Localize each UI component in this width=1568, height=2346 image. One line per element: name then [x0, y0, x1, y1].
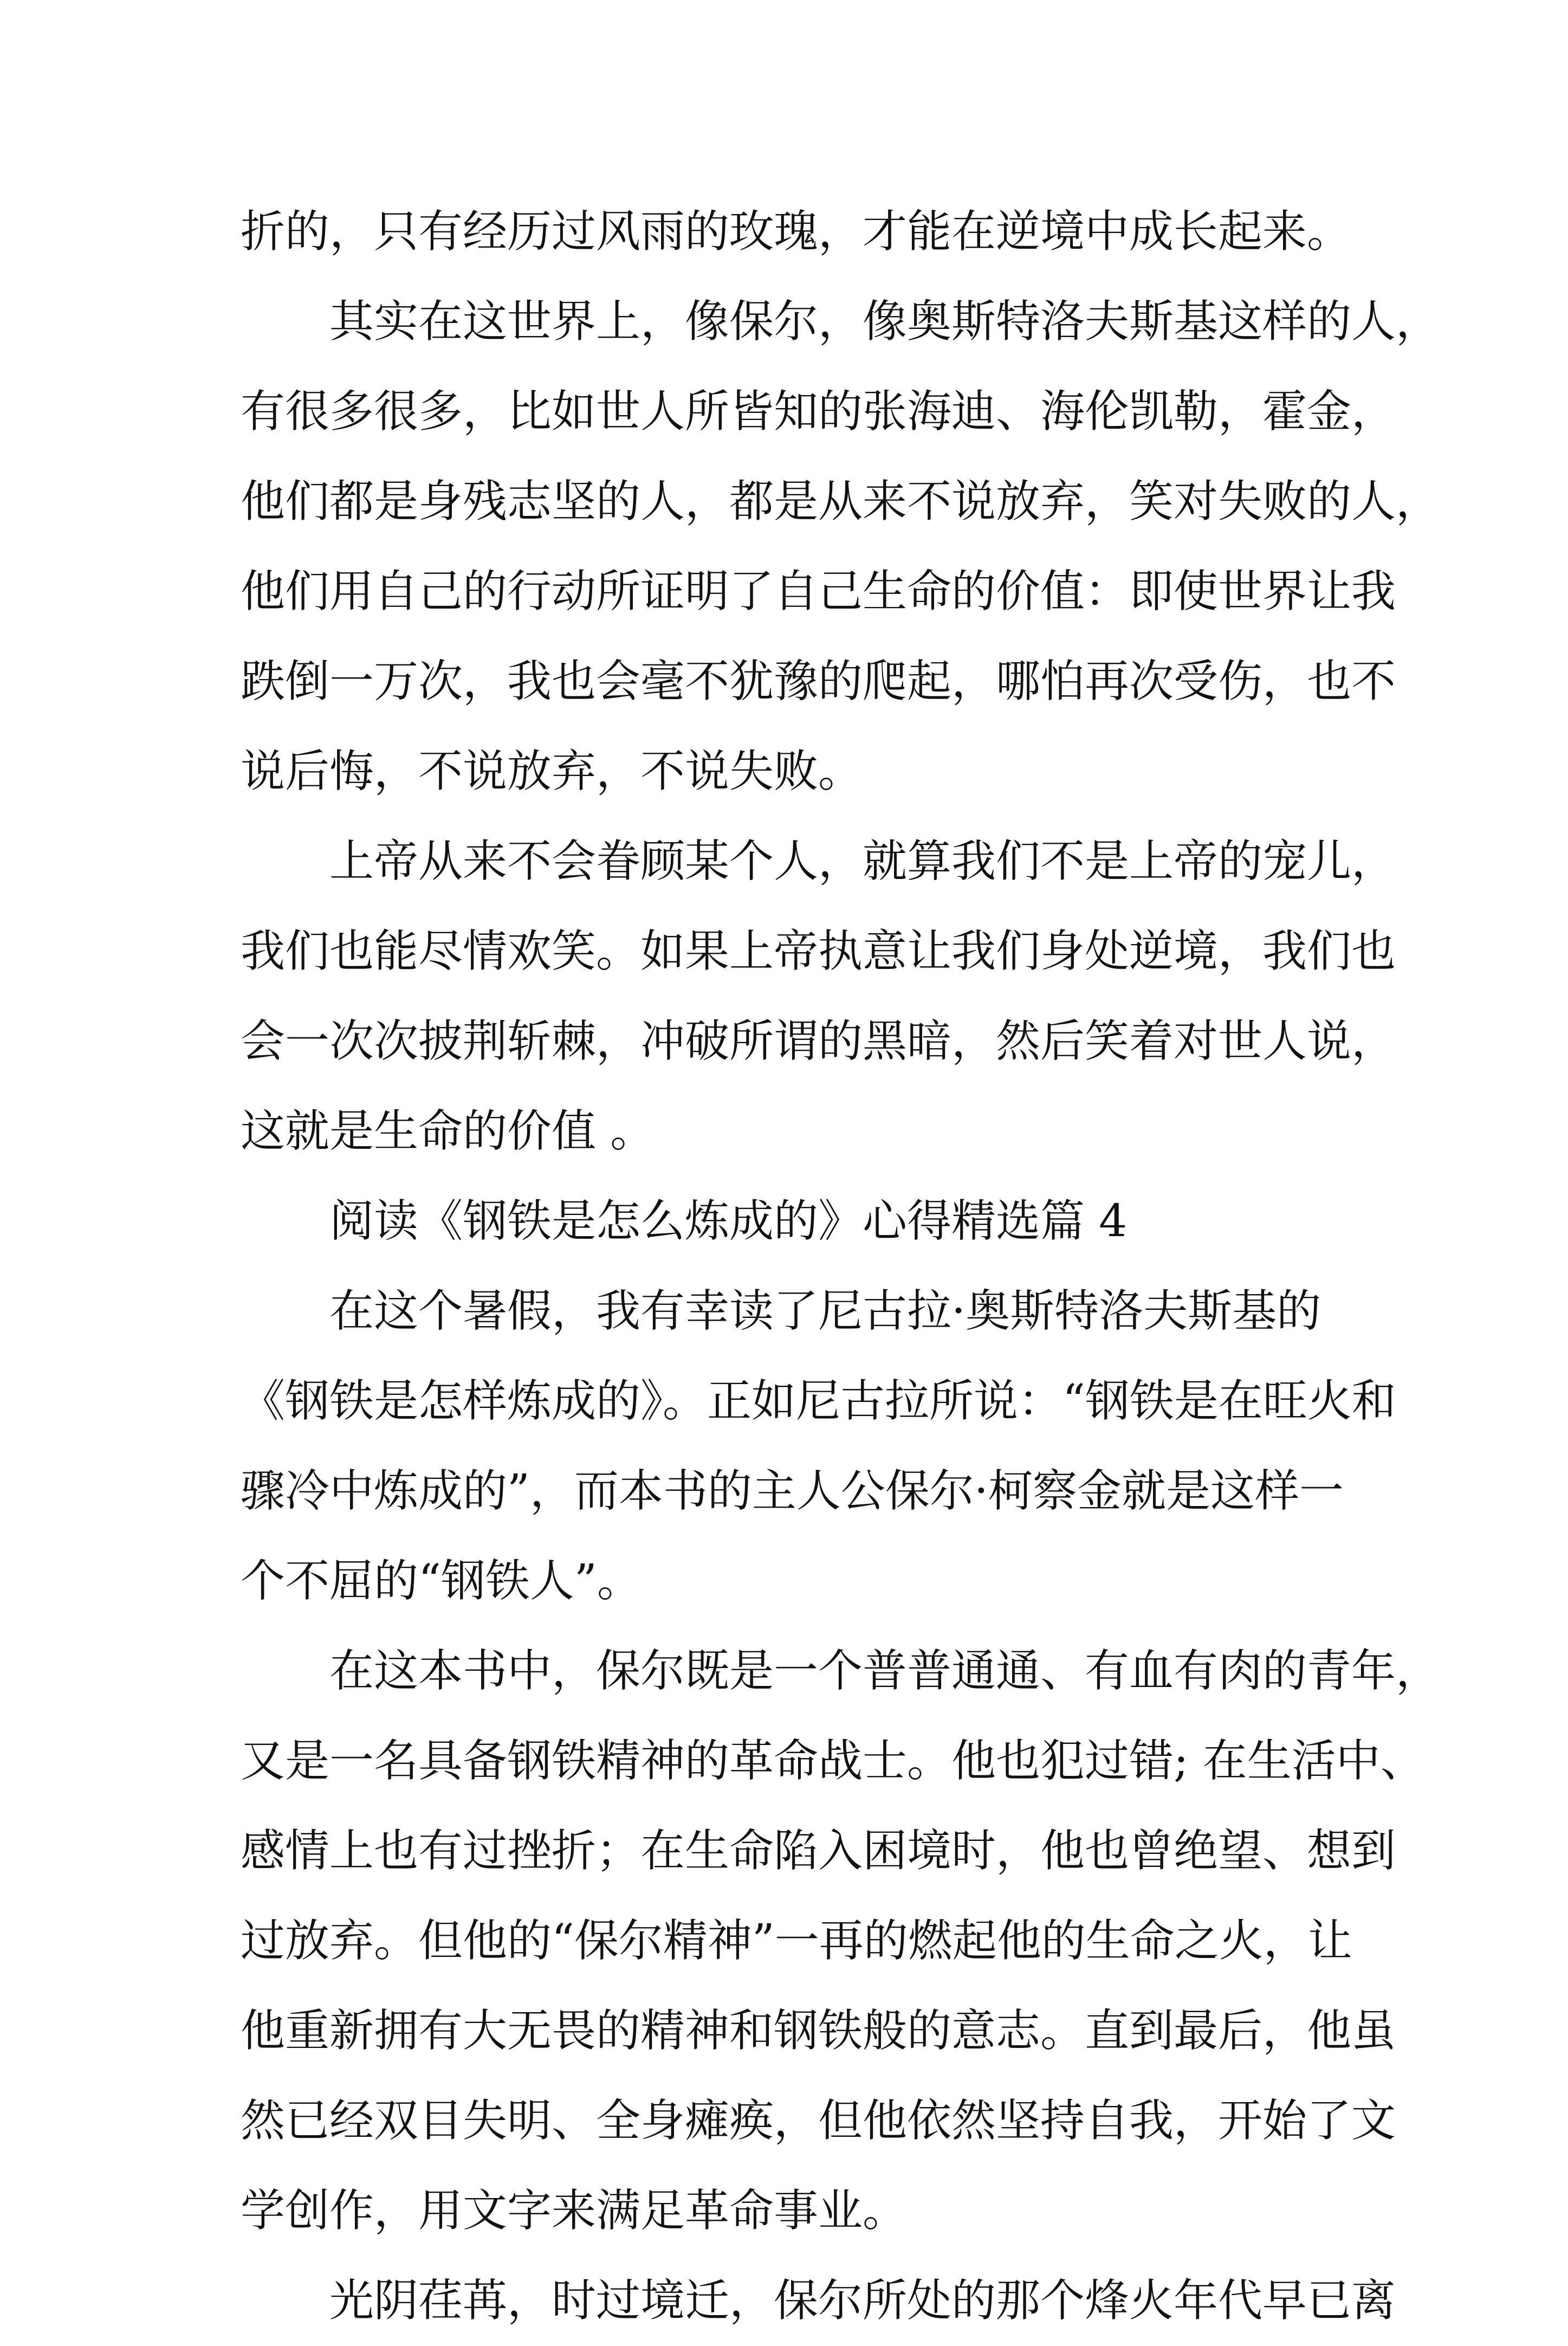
text-line: 他们用自己的行动所证明了自己生命的价值：即使世界让我 [241, 566, 1396, 617]
essay-text [241, 187, 1441, 2346]
text-line: 折的，只有经历过风雨的玫瑰，才能在逆境中成长起来。 [241, 206, 1352, 257]
text-line: 学创作，用文字来满足革命事业。 [241, 2185, 908, 2237]
text-line: 有很多很多，比如世人所皆知的张海迪、海伦凯勒，霍金， [241, 386, 1396, 437]
paragraph-start-line: 光阴荏苒，时过境迁，保尔所处的那个烽火年代早已离 [329, 2275, 1396, 2326]
text-line: 他们都是身残志坚的人，都是从来不说放弃，笑对失败的人， [241, 476, 1441, 527]
text-line: 这就是生命的价值 。 [241, 1106, 655, 1157]
text-line: 《钢铁是怎样炼成的》。正如尼古拉所说：“钢铁是在旺火和 [241, 1375, 1396, 1427]
section-heading: 阅读《钢铁是怎么炼成的》心得精选篇 4 [329, 1195, 1128, 1247]
text-line: 又是一名具备钢铁精神的革命战士。他也犯过错; 在生活中、 [241, 1735, 1425, 1787]
paragraph-start-line: 在这本书中，保尔既是一个普普通通、有血有肉的青年， [329, 1645, 1441, 1697]
text-line: 然已经双目失明、全身瘫痪，但他依然坚持自我，开始了文 [241, 2095, 1396, 2147]
text-line: 说后悔，不说放弃，不说失败。 [241, 746, 863, 797]
text-line: 过放弃。但他的“保尔精神”一再的燃起他的生命之火，让 [241, 1915, 1352, 1967]
paragraph-start-line: 上帝从来不会眷顾某个人，就算我们不是上帝的宠儿， [329, 836, 1396, 887]
text-line: 跌倒一万次，我也会毫不犹豫的爬起，哪怕再次受伤，也不 [241, 656, 1396, 707]
text-line: 会一次次披荆斩棘，冲破所谓的黑暗，然后笑着对世人说， [241, 1016, 1396, 1067]
text-line: 个不屈的“钢铁人”。 [241, 1555, 642, 1607]
text-line: 我们也能尽情欢笑。如果上帝执意让我们身处逆境，我们也 [241, 926, 1396, 977]
text-line: 他重新拥有大无畏的精神和钢铁般的意志。直到最后，他虽 [241, 2005, 1396, 2057]
text-line: 感情上也有过挫折；在生命陷入困境时，他也曾绝望、想到 [241, 1825, 1396, 1877]
paragraph-start-line: 在这个暑假，我有幸读了尼古拉·奥斯特洛夫斯基的 [329, 1285, 1321, 1337]
paragraph-start-line: 其实在这世界上，像保尔，像奥斯特洛夫斯基这样的人， [329, 296, 1441, 347]
text-line: 骤冷中炼成的”，而本书的主人公保尔·柯察金就是这样一 [241, 1465, 1344, 1517]
